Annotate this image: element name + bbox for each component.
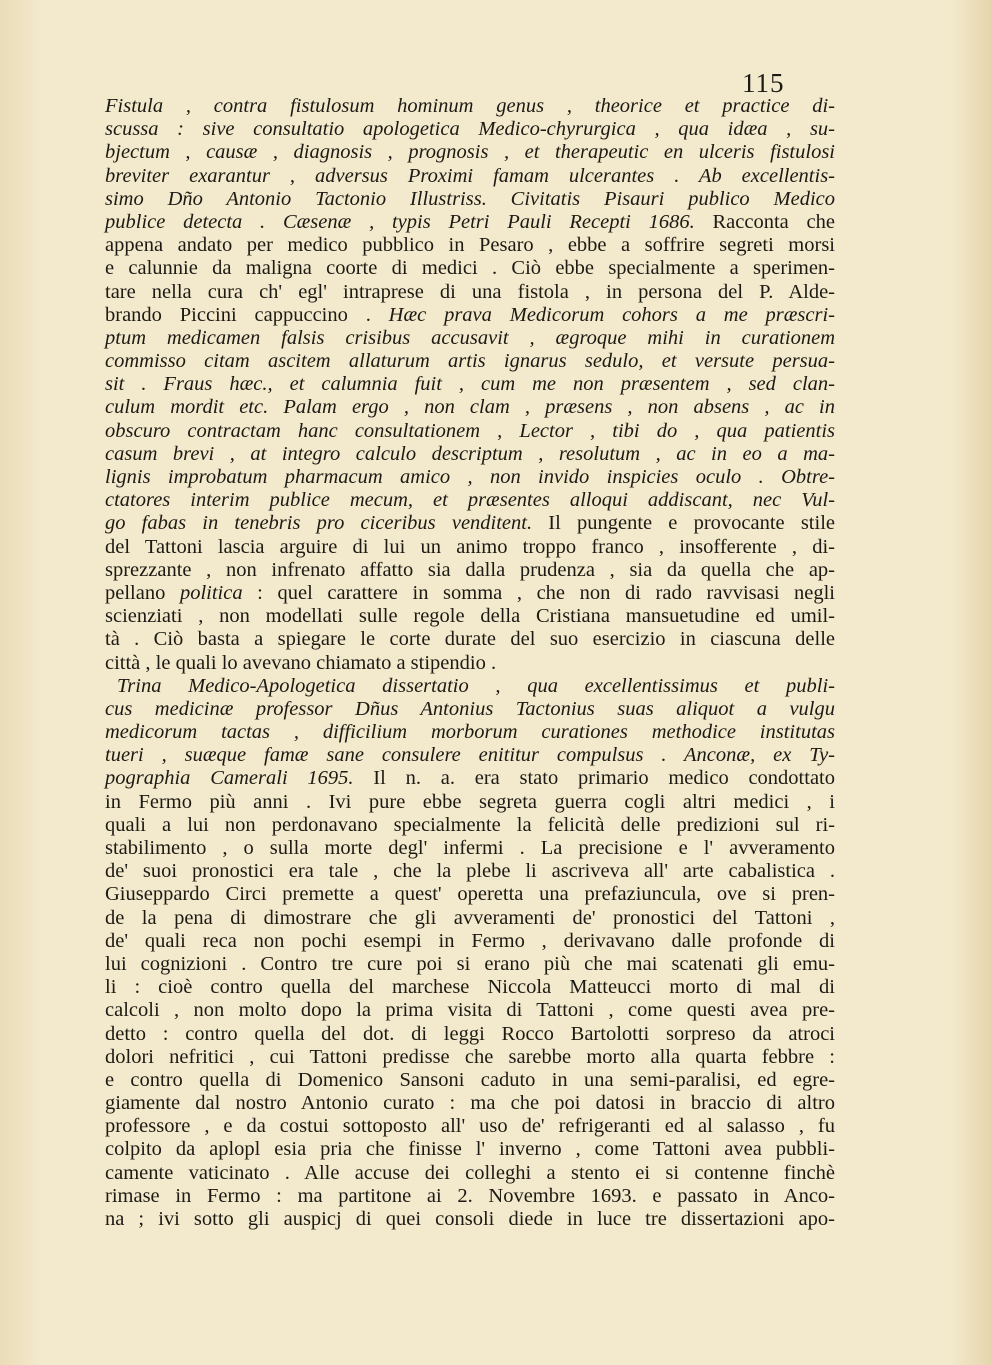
text-line: [105, 420, 835, 443]
text-line: [105, 396, 835, 419]
roman-text: del Tattoni lascia arguire di lui un animo troppo franco , insofferente , di-: [105, 535, 835, 558]
roman-text: Racconta che: [694, 210, 835, 233]
italic-text: Hæc prava Medicorum cohors a me præscri-: [388, 303, 836, 326]
text-line: [105, 118, 835, 141]
text-line: [105, 1023, 835, 1046]
roman-text: Giuseppardo Circi premette a quest' operetta una prefaziuncula, ove si pren-: [105, 883, 835, 906]
text-line: [105, 257, 835, 280]
roman-text: scienziati , non modellati sulle regole della Cristiana mansuetudine ed umil-: [105, 605, 835, 628]
italic-text: ctatores interim publice mecum, et præsentes alloqui addiscant, nec Vul-: [105, 489, 835, 512]
text-line: [105, 976, 835, 999]
text-line: [105, 698, 835, 721]
text-line: [105, 791, 835, 814]
roman-text: e contro quella di Domenico Sansoni caduto in una semi-paralisi, ed egre-: [105, 1068, 835, 1091]
italic-text: bjectum , causæ , diagnosis , prognosis , et therapeutic en ulceris fistulosi: [105, 141, 835, 164]
italic-text: simo Dño Antonio Tactonio Illustriss. Civitatis Pisauri publico Medico: [105, 187, 835, 210]
text-line: [105, 512, 835, 535]
text-line: [105, 883, 835, 906]
text-line: [105, 930, 835, 953]
text-line: [105, 1092, 835, 1115]
roman-text: calcoli , non molto dopo la prima visita di Tattoni , come questi avea pre-: [105, 999, 835, 1022]
text-line: [105, 814, 835, 837]
italic-text: lignis improbatum pharmacum amico , non invido inspicies oculo . Obtre-: [105, 466, 835, 488]
text-line: [105, 721, 835, 744]
roman-text: brando Piccini cappuccino .: [105, 303, 389, 326]
text-line: [105, 234, 835, 257]
text-line: [105, 373, 835, 396]
text-line: [105, 536, 835, 559]
roman-text: li : cioè contro quella del marchese Niccola Matteucci morto di mal di: [105, 976, 835, 999]
italic-text: publice detecta . Cæsenæ , typis Petri Pauli Recepti 1686.: [105, 210, 695, 233]
text-line: [105, 1069, 835, 1092]
text-line: [105, 489, 835, 512]
italic-text: commisso citam ascitem allaturum artis ignarus sedulo, et versute persua-: [105, 350, 835, 373]
roman-text: colpito da aplopl esia pria che finisse l' inverno , come Tattoni avea pubbli-: [105, 1138, 835, 1161]
roman-text: rimase in Fermo : ma partitone ai 2. Novembre 1693. e passato in Anco-: [105, 1184, 835, 1207]
text-line: [105, 1046, 835, 1069]
text-line: [105, 211, 835, 234]
roman-text: tà . Ciò basta a spiegare le corte durate del suo esercizio in ciascuna delle: [105, 628, 835, 651]
roman-text: giamente dal nostro Antonio curato : ma che poi datosi in braccio di altro: [105, 1092, 835, 1115]
text-line: [105, 582, 835, 605]
text-line: [105, 1208, 835, 1231]
italic-text: obscuro contractam hanc consultationem , Lector , tibi do , qua patientis: [105, 419, 835, 442]
roman-text: camente vaticinato . Alle accuse dei colleghi a stento ei si contenne finchè: [105, 1161, 835, 1184]
text-line: [105, 281, 835, 304]
italic-text: culum mordit etc. Palam ergo , non clam , præsens , non absens , ac in: [105, 396, 835, 419]
text-line: [105, 1185, 835, 1208]
roman-text: appena andato per medico pubblico in Pesaro , ebbe a soffrire segreti morsi: [105, 234, 835, 257]
roman-text: pellano: [105, 581, 180, 604]
italic-text: sit . Fraus hæc., et calumnia fuit , cum me non præsentem , sed clan-: [105, 373, 835, 396]
text-line: [105, 327, 835, 350]
roman-text: professore , e da costui sottoposto all' uso de' refrigeranti ed al salasso , fu: [105, 1115, 835, 1138]
italic-text: cus medicinæ professor Dñus Antonius Tactonius suas aliquot a vulgu: [105, 697, 835, 720]
text-line: [105, 466, 835, 489]
italic-text: Trina Medico-Apologetica dissertatio , qua excellentissimus et publi-: [117, 674, 835, 697]
roman-text: sprezzante , non infrenato affatto sia dalla prudenza , sia da quella che ap-: [105, 558, 835, 581]
roman-text: Il n. a. era stato primario medico condottato: [353, 767, 835, 790]
italic-text: politica: [179, 581, 243, 604]
text-line: [105, 304, 835, 327]
text-line: [105, 141, 835, 164]
roman-text: de' quali reca non pochi esempi in Fermo , derivavano dalle profonde di: [105, 929, 835, 952]
roman-text: città , le quali lo avevano chiamato a stipendio .: [105, 651, 497, 674]
roman-text: dolori nefritici , cui Tattoni predisse che sarebbe morto alla quarta febbre :: [105, 1045, 835, 1068]
text-line: [105, 559, 835, 582]
italic-text: Fistula , contra fistulosum hominum genus , theorice et practice di-: [105, 95, 835, 117]
roman-text: na ; ivi sotto gli auspicj di quei consoli diede in luce tre dissertazioni apo-: [105, 1208, 835, 1230]
italic-text: pographia Camerali 1695.: [105, 767, 354, 790]
italic-text: scussa : sive consultatio apologetica Medico-chyrurgica , qua idæa , su-: [105, 118, 835, 141]
roman-text: stabilimento , o sulla morte degl' infermi . La precisione e l' avveramento: [105, 837, 835, 859]
text-line: [105, 767, 835, 790]
roman-text: quali a lui non perdonavano specialmente la felicità delle predizioni sul ri-: [105, 813, 835, 836]
text-line: [105, 999, 835, 1022]
page-text: [105, 95, 835, 1231]
italic-text: medicorum tactas , difficilium morborum curationes methodice institutas: [105, 721, 835, 744]
roman-text: detto : contro quella del dot. di leggi Rocco Bartolotti sorpreso da atroci: [105, 1022, 835, 1045]
roman-text: tare nella cura ch' egl' intraprese di una fistola , in persona del P. Alde-: [105, 280, 835, 303]
roman-text: in Fermo più anni . Ivi pure ebbe segreta guerra cogli altri medici , i: [105, 790, 835, 813]
text-line: [105, 605, 835, 628]
roman-text: Il pungente e provocante stile: [532, 512, 835, 535]
text-line: [105, 1115, 835, 1138]
text-line: [105, 652, 835, 675]
text-line: [105, 907, 835, 930]
text-line: [105, 837, 835, 860]
roman-text: lui cognizioni . Contro tre cure poi si erano più che mai scatenati gli emu-: [105, 952, 835, 975]
text-line: [105, 953, 835, 976]
text-line: [105, 350, 835, 373]
text-line: [105, 443, 835, 466]
text-line: [105, 95, 835, 118]
text-line: [105, 188, 835, 211]
text-line: [105, 1138, 835, 1161]
italic-text: breviter exarantur , adversus Proximi famam ulcerantes . Ab excellentis-: [105, 164, 835, 187]
italic-text: go fabas in tenebris pro ciceribus venditent.: [105, 512, 533, 535]
page-number: 115: [742, 68, 785, 98]
text-line: [105, 675, 835, 698]
roman-text: e calunnie da maligna coorte di medici . Ciò ebbe specialmente a sperimen-: [105, 257, 835, 280]
italic-text: ptum medicamen falsis crisibus accusavit , ægroque mihi in curationem: [105, 326, 835, 349]
roman-text: de' suoi pronostici era tale , che la plebe li ascriveva all' arte cabalistica .: [105, 860, 835, 883]
text-line: [105, 744, 835, 767]
text-line: [105, 1162, 835, 1185]
roman-text: : quel carattere in somma , che non di rado ravvisasi negli: [242, 581, 835, 604]
text-line: [105, 165, 835, 188]
italic-text: casum brevi , at integro calculo descriptum , resolutum , ac in eo a ma-: [105, 442, 835, 465]
roman-text: de la pena di dimostrare che gli avveramenti de' pronostici del Tattoni ,: [105, 906, 835, 929]
text-line: [105, 628, 835, 651]
italic-text: tueri , suæque famæ sane consulere enititur compulsus . Anconæ, ex Ty-: [105, 744, 835, 767]
text-line: [105, 860, 835, 883]
